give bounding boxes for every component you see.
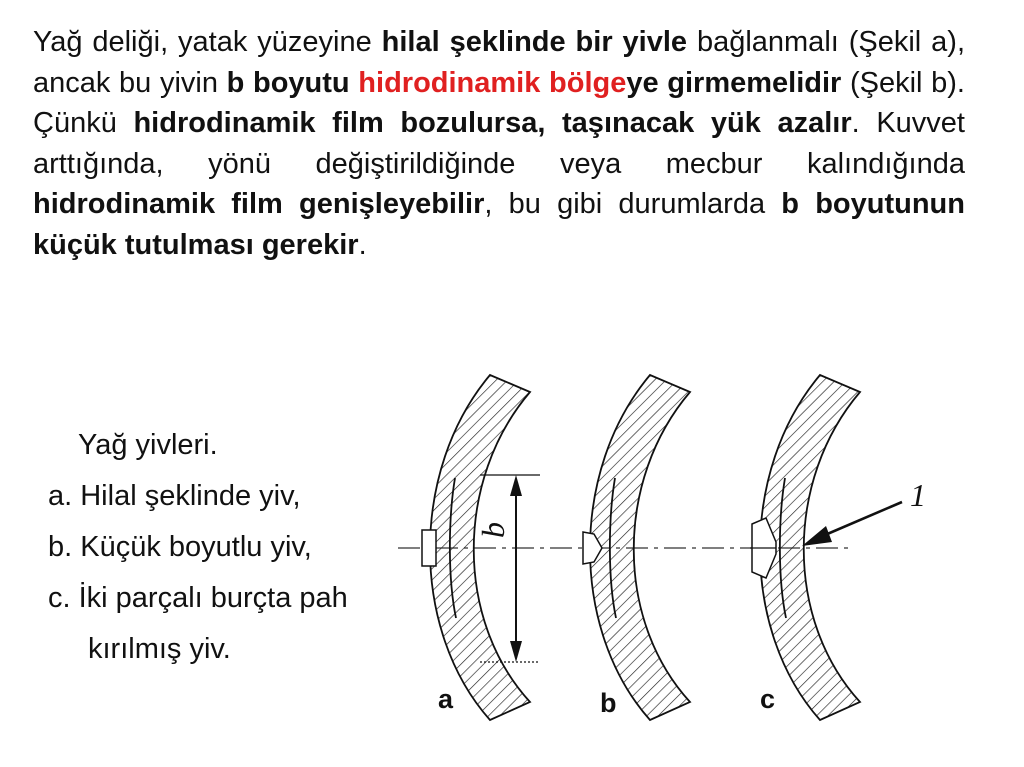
- paragraph-segment: hidrodinamik film genişleyebilir: [33, 188, 485, 220]
- paragraph-segment: , bu gibi durumlarda: [484, 188, 782, 220]
- dimension-b-label: b: [475, 522, 511, 538]
- paragraph-segment: ye girmemelidir: [626, 66, 842, 99]
- callout-1-label: 1: [910, 477, 926, 513]
- figure-c-label: c: [760, 684, 776, 714]
- paragraph-segment: hidrodinamik bölge: [358, 66, 627, 99]
- paragraph-segment: b boyutu: [226, 66, 350, 99]
- callout-1: [802, 477, 926, 546]
- legend-item-a: a. Hilal şeklinde yiv,: [48, 480, 301, 512]
- figure-b-label: b: [600, 688, 617, 718]
- legend-title: Yağ yivleri.: [78, 429, 218, 461]
- legend-item-b: b. Küçük boyutlu yiv,: [48, 531, 312, 563]
- oil-groove-figure: [380, 360, 980, 740]
- legend: [48, 420, 348, 675]
- paragraph-segment: (Şekil b). Çünkü: [33, 66, 965, 139]
- paragraph-segment: bağlanmalı (Şekil a), ancak bu yivin: [33, 26, 965, 99]
- legend-item-c-continued: kırılmış yiv.: [88, 633, 231, 665]
- paragraph-segment: .: [358, 228, 367, 261]
- paragraph-segment: hilal şeklinde bir yivle: [381, 26, 688, 58]
- paragraph-segment: Yağ deliği, yatak yüzeyine: [33, 26, 382, 58]
- paragraph-segment: . Kuvvet arttığında, yönü değiştirildiğinde veya mecbur kalındığında: [33, 107, 965, 180]
- paragraph-segment: hidrodinamik film bozulursa, taşınacak yük azalır: [133, 107, 852, 139]
- figure-c: [750, 375, 860, 720]
- paragraph-segment: [350, 67, 359, 99]
- description-paragraph: [33, 22, 965, 265]
- legend-item-c: c. İki parçalı burçta pah: [48, 582, 348, 614]
- figure-a-label: a: [438, 684, 454, 714]
- paragraph-segment: b boyutunun küçük tutulması gerekir: [33, 188, 965, 261]
